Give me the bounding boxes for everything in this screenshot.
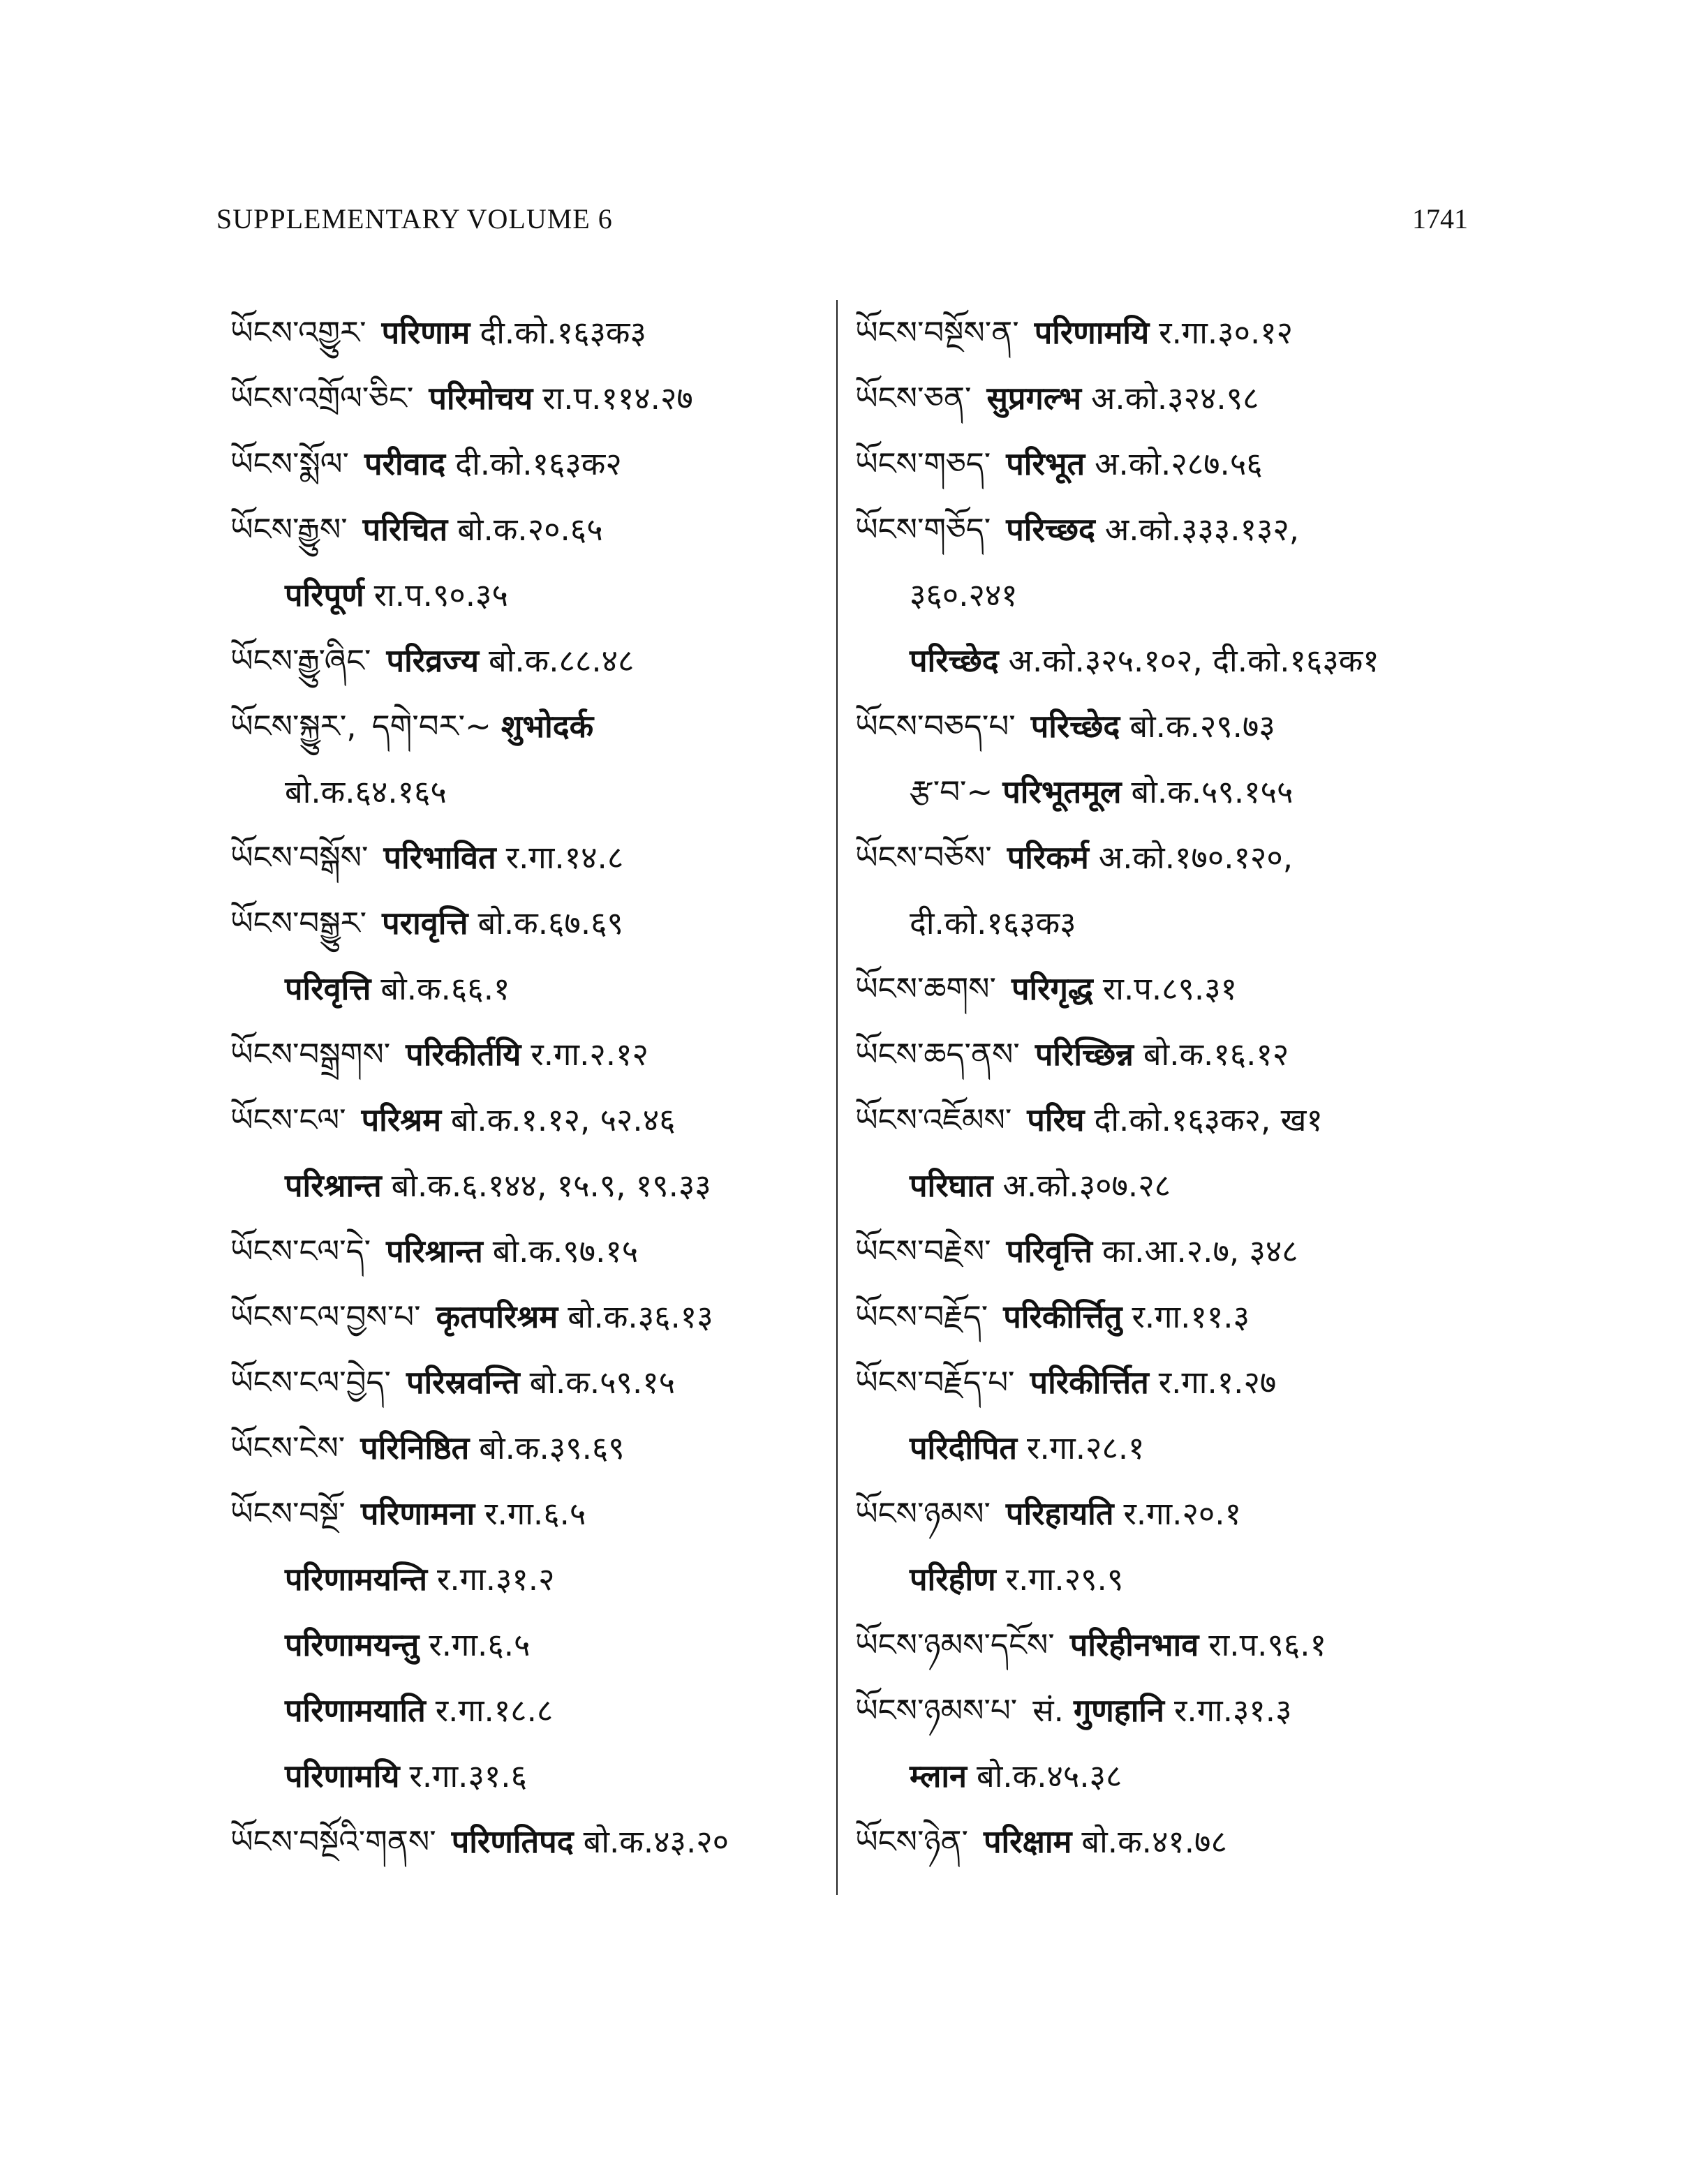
dictionary-entry xyxy=(230,759,831,825)
source-reference: र.गा.११.३ xyxy=(1132,1298,1250,1335)
sanskrit-equivalent: गुणहानि xyxy=(1073,1692,1164,1729)
dictionary-entry xyxy=(230,366,831,431)
source-reference: र.गा.६.५ xyxy=(484,1495,586,1532)
dictionary-entry xyxy=(230,1809,831,1875)
tibetan-headword: ཡོངས་སྨོལ་ xyxy=(230,445,350,482)
dictionary-entry xyxy=(855,1744,1462,1809)
tibetan-headword: ཡོངས་ཉམས་དངོས་ xyxy=(855,1626,1055,1663)
dictionary-entry xyxy=(855,1153,1462,1219)
tibetan-headword: ཡོངས་ངལ་དེ་ xyxy=(230,1233,371,1270)
sanskrit-equivalent: परिणामना xyxy=(360,1495,475,1532)
sanskrit-equivalent: परिघात xyxy=(910,1167,993,1204)
source-reference: बो.क.४५.३८ xyxy=(977,1758,1122,1795)
source-reference: बो.क.८८.४८ xyxy=(489,642,635,679)
source-reference: बो.क.१६.१२ xyxy=(1143,1036,1289,1073)
source-reference: बो.क.५९.१५ xyxy=(529,1364,676,1401)
source-reference: बो.क.४३.२० xyxy=(583,1823,729,1860)
source-reference: बो.क.४१.७८ xyxy=(1081,1823,1227,1860)
source-reference: अ.को.१७०.१२०, xyxy=(1098,839,1294,876)
sanskrit-equivalent: परिकीर्त्तितु xyxy=(1003,1298,1122,1335)
tibetan-headword: ཡོངས་བཅད་པ་ xyxy=(855,708,1016,745)
source-reference: रा.प.८९.३१ xyxy=(1102,970,1238,1007)
sanskrit-equivalent: परिकीर्तयि xyxy=(406,1036,521,1073)
source-reference: दी.को.१६३क३ xyxy=(480,314,646,351)
sanskrit-equivalent: परिणामयि xyxy=(1034,314,1150,351)
source-reference: र.गा.३१.३ xyxy=(1174,1692,1292,1729)
source-reference: अ.को.३२४.९८ xyxy=(1091,380,1259,417)
tibetan-headword: ཡོངས་སྐྱུར་, xyxy=(230,708,357,745)
source-reference: रा.प.११४.२७ xyxy=(542,380,693,417)
dictionary-entry xyxy=(230,1744,831,1809)
source-reference: बो.क.९७.१५ xyxy=(492,1233,639,1270)
tibetan-headword: ཡོངས་ཉམས་ xyxy=(855,1495,991,1532)
dictionary-entry xyxy=(230,1219,831,1284)
dictionary-entry xyxy=(230,1678,831,1744)
sanskrit-equivalent: परिच्छेद xyxy=(1030,708,1120,745)
dictionary-entry xyxy=(230,1087,831,1153)
sanskrit-equivalent: परिदीपित xyxy=(910,1429,1018,1466)
dictionary-entry xyxy=(855,825,1462,891)
tibetan-headword: ཡོངས་བསྔོའི་གནས་ xyxy=(230,1823,436,1860)
dictionary-entry xyxy=(855,1284,1462,1350)
source-reference: बो.क.१.१२, ५२.४६ xyxy=(451,1101,676,1138)
dictionary-entry xyxy=(230,891,831,956)
sanskrit-equivalent: परिहीनभाव xyxy=(1069,1626,1199,1663)
source-reference: बो.क.२०.६५ xyxy=(457,511,603,548)
source-reference: बो.क.६.१४४, १५.९, १९.३३ xyxy=(391,1167,711,1204)
tibetan-headword: ཡོངས་བསྒྱུར་ xyxy=(230,905,367,942)
dictionary-entry xyxy=(855,431,1462,497)
source-reference: दी.को.१६३क२, ख१ xyxy=(1094,1101,1323,1138)
dictionary-entry xyxy=(230,1153,831,1219)
source-reference: बो.क.३६.१३ xyxy=(568,1298,713,1335)
tibetan-headword: ཡོངས་གཅོད་ xyxy=(855,511,991,548)
dictionary-entry xyxy=(230,1416,831,1481)
dictionary-entry xyxy=(855,1809,1462,1875)
dictionary-entry xyxy=(230,1284,831,1350)
tibetan-headword: ཡོངས་འགྱུར་ xyxy=(230,314,366,351)
source-reference: दी.को.१६३क३ xyxy=(910,905,1076,942)
source-reference: अ.को.३०७.२८ xyxy=(1002,1167,1171,1204)
dictionary-entry xyxy=(230,1612,831,1678)
dictionary-entry xyxy=(230,694,831,759)
source-reference: बो.क.६७.६९ xyxy=(477,905,623,942)
sanskrit-equivalent: शुभोदर्क xyxy=(501,708,594,745)
sanskrit-equivalent: परिव्रज्य xyxy=(386,642,479,679)
sanskrit-equivalent: परिभूत xyxy=(1006,445,1085,482)
dictionary-entry xyxy=(855,300,1462,366)
left-column xyxy=(230,300,831,1875)
tibetan-headword: ཡོངས་བསྒྲགས་ xyxy=(230,1036,391,1073)
sanskrit-equivalent: परिपूर्ण xyxy=(285,577,364,614)
source-reference: र.गा.२.१२ xyxy=(531,1036,648,1073)
source-reference: र.गा.३१.२ xyxy=(437,1561,555,1598)
dictionary-entry xyxy=(855,497,1462,563)
tibetan-headword: ཡོངས་བསྒོས་ xyxy=(230,839,369,876)
page-number: 1741 xyxy=(1412,203,1468,235)
dictionary-entry xyxy=(230,1481,831,1547)
source-reference: रा.प.९०.३५ xyxy=(373,577,508,614)
entry-prefix: सं. xyxy=(1032,1692,1064,1729)
dictionary-entry xyxy=(230,1022,831,1087)
dictionary-entry xyxy=(855,1087,1462,1153)
sanskrit-equivalent: परिगृद्ध xyxy=(1011,970,1093,1007)
tibetan-headword: ཡོངས་འགྲོལ་ཅིང་ xyxy=(230,380,414,417)
tibetan-headword: ཡོངས་ཆགས་ xyxy=(855,970,996,1007)
source-reference: बो.क.६६.१ xyxy=(380,970,510,1007)
dictionary-entry xyxy=(855,1350,1462,1416)
tibetan-headword: ཡོངས་ཆད་ནས་ xyxy=(855,1036,1020,1073)
dictionary-entry xyxy=(855,1219,1462,1284)
tibetan-headword: ཡོངས་བརྗེས་ xyxy=(855,1233,991,1270)
sanskrit-equivalent: परिनिष्ठित xyxy=(360,1429,470,1466)
tibetan-headword: ཡོངས་གཅད་ xyxy=(855,445,991,482)
sanskrit-equivalent: परिहीण xyxy=(910,1561,996,1598)
source-reference: र.गा.२०.१ xyxy=(1123,1495,1241,1532)
right-column xyxy=(855,300,1462,1875)
sanskrit-equivalent: परिश्रान्त xyxy=(386,1233,483,1270)
source-reference: बो.क.३९.६९ xyxy=(479,1429,625,1466)
column-divider xyxy=(836,300,838,1895)
tibetan-headword: ཡོངས་ཉམས་པ་ xyxy=(855,1692,1018,1729)
sanskrit-equivalent: परिभूतमूल xyxy=(1002,773,1122,810)
sanskrit-equivalent: कृतपरिश्रम xyxy=(436,1298,558,1335)
sanskrit-equivalent: परिहायति xyxy=(1005,1495,1114,1532)
sanskrit-equivalent: परिघ xyxy=(1027,1101,1085,1138)
dictionary-entry xyxy=(230,1547,831,1612)
tibetan-headword: ཡོངས་བསྔོ་ xyxy=(230,1495,346,1532)
sanskrit-equivalent: परिणामयाति xyxy=(285,1692,426,1729)
dictionary-entry xyxy=(855,1022,1462,1087)
dictionary-entry xyxy=(230,1350,831,1416)
source-reference: बो.क.५९.१५५ xyxy=(1131,773,1294,810)
tibetan-headword: ཡོངས་ཅན་ xyxy=(855,380,972,417)
dictionary-entry xyxy=(855,891,1462,956)
source-reference: र.गा.१.२७ xyxy=(1158,1364,1277,1401)
sanskrit-equivalent: परिणामयन्तु xyxy=(285,1626,420,1663)
source-reference: र.गा.३१.६ xyxy=(409,1758,527,1795)
tibetan-headword: ཡོངས་ངེས་ xyxy=(230,1429,346,1466)
dictionary-entry xyxy=(855,759,1462,825)
running-head: SUPPLEMENTARY VOLUME 6 xyxy=(216,203,613,235)
dictionary-entry xyxy=(855,1612,1462,1678)
dictionary-entry xyxy=(855,563,1462,628)
source-reference: अ.को.३३३.१३२, xyxy=(1104,511,1300,548)
tibetan-headword: ཡོངས་ངལ་བྱས་པ་ xyxy=(230,1298,421,1335)
tibetan-headword: ཡོངས་འཇོམས་ xyxy=(855,1101,1012,1138)
sanskrit-equivalent: परिणाम xyxy=(381,314,470,351)
sanskrit-equivalent: परिश्रम xyxy=(361,1101,441,1138)
dictionary-entry xyxy=(855,1678,1462,1744)
dictionary-entry xyxy=(855,694,1462,759)
sanskrit-equivalent: परावृत्ति xyxy=(382,905,468,942)
sanskrit-equivalent: परिणामयि xyxy=(285,1758,400,1795)
sanskrit-equivalent: परिच्छेद xyxy=(910,642,999,679)
source-reference: र.गा.६.५ xyxy=(429,1626,531,1663)
tibetan-headword: ཡོངས་བརྗོད་ xyxy=(855,1298,988,1335)
entry-prefix: དགེ་བར་~ xyxy=(371,708,491,745)
sanskrit-equivalent: सुप्रगल्भ xyxy=(986,380,1082,417)
dictionary-entry xyxy=(855,1416,1462,1481)
entry-prefix: རྩ་བ་~ xyxy=(910,773,993,810)
sanskrit-equivalent: परिकर्म xyxy=(1007,839,1089,876)
tibetan-headword: ཡོངས་ངལ་བྱེད་ xyxy=(230,1364,391,1401)
tibetan-headword: ཡོངས་རྒྱུ་ཞིང་ xyxy=(230,642,371,679)
sanskrit-equivalent: परिच्छद xyxy=(1006,511,1095,548)
sanskrit-equivalent: परिक्षाम xyxy=(983,1823,1072,1860)
source-reference: र.गा.३०.१२ xyxy=(1159,314,1294,351)
source-reference: ३६०.२४१ xyxy=(910,577,1018,614)
dictionary-entry xyxy=(230,300,831,366)
dictionary-entry xyxy=(230,628,831,694)
dictionary-entry xyxy=(230,431,831,497)
dictionary-entry xyxy=(230,497,831,563)
tibetan-headword: ཡོངས་རྒྱུས་ xyxy=(230,511,348,548)
dictionary-entry xyxy=(230,563,831,628)
source-reference: रा.प.९६.१ xyxy=(1208,1626,1326,1663)
sanskrit-equivalent: परिश्रान्त xyxy=(285,1167,382,1204)
dictionary-entry xyxy=(855,1547,1462,1612)
dictionary-entry xyxy=(855,1481,1462,1547)
dictionary-entry xyxy=(230,825,831,891)
sanskrit-equivalent: परिच्छिन्न xyxy=(1035,1036,1134,1073)
tibetan-headword: ཡོངས་བརྗོད་པ་ xyxy=(855,1364,1015,1401)
source-reference: बो.क.६४.१६५ xyxy=(285,773,447,810)
tibetan-headword: ཡོངས་བཅོས་ xyxy=(855,839,992,876)
source-reference: र.गा.२९.९ xyxy=(1005,1561,1124,1598)
source-reference: का.आ.२.७, ३४८ xyxy=(1102,1233,1298,1270)
sanskrit-equivalent: परीवाद xyxy=(364,445,446,482)
dictionary-entry xyxy=(230,956,831,1022)
tibetan-headword: ཡོངས་བསྔོས་ན་ xyxy=(855,314,1019,351)
source-reference: अ.को.३२५.१०२, दी.को.१६३क१ xyxy=(1008,642,1379,679)
source-reference: दी.को.१६३क२ xyxy=(455,445,622,482)
dictionary-entry xyxy=(855,366,1462,431)
sanskrit-equivalent: परिवृत्ति xyxy=(285,970,371,1007)
sanskrit-equivalent: परिकीर्त्तित xyxy=(1030,1364,1149,1401)
source-reference: र.गा.२८.१ xyxy=(1027,1429,1145,1466)
sanskrit-equivalent: परिभावित xyxy=(383,839,496,876)
tibetan-headword: ཡོངས་ཉེན་ xyxy=(855,1823,968,1860)
dictionary-entry xyxy=(855,628,1462,694)
source-reference: बो.क.२९.७३ xyxy=(1129,708,1275,745)
sanskrit-equivalent: म्लान xyxy=(910,1758,967,1795)
sanskrit-equivalent: परिमोचय xyxy=(429,380,533,417)
sanskrit-equivalent: परिवृत्ति xyxy=(1006,1233,1092,1270)
sanskrit-equivalent: परिणामयन्ति xyxy=(285,1561,427,1598)
sanskrit-equivalent: परिस्रवन्ति xyxy=(406,1364,520,1401)
tibetan-headword: ཡོངས་ངལ་ xyxy=(230,1101,346,1138)
dictionary-entry xyxy=(855,956,1462,1022)
sanskrit-equivalent: परिचित xyxy=(362,511,448,548)
source-reference: र.गा.१४.८ xyxy=(505,839,624,876)
source-reference: अ.को.२८७.५६ xyxy=(1095,445,1263,482)
source-reference: र.गा.१८.८ xyxy=(435,1692,554,1729)
sanskrit-equivalent: परिणतिपद xyxy=(451,1823,574,1860)
